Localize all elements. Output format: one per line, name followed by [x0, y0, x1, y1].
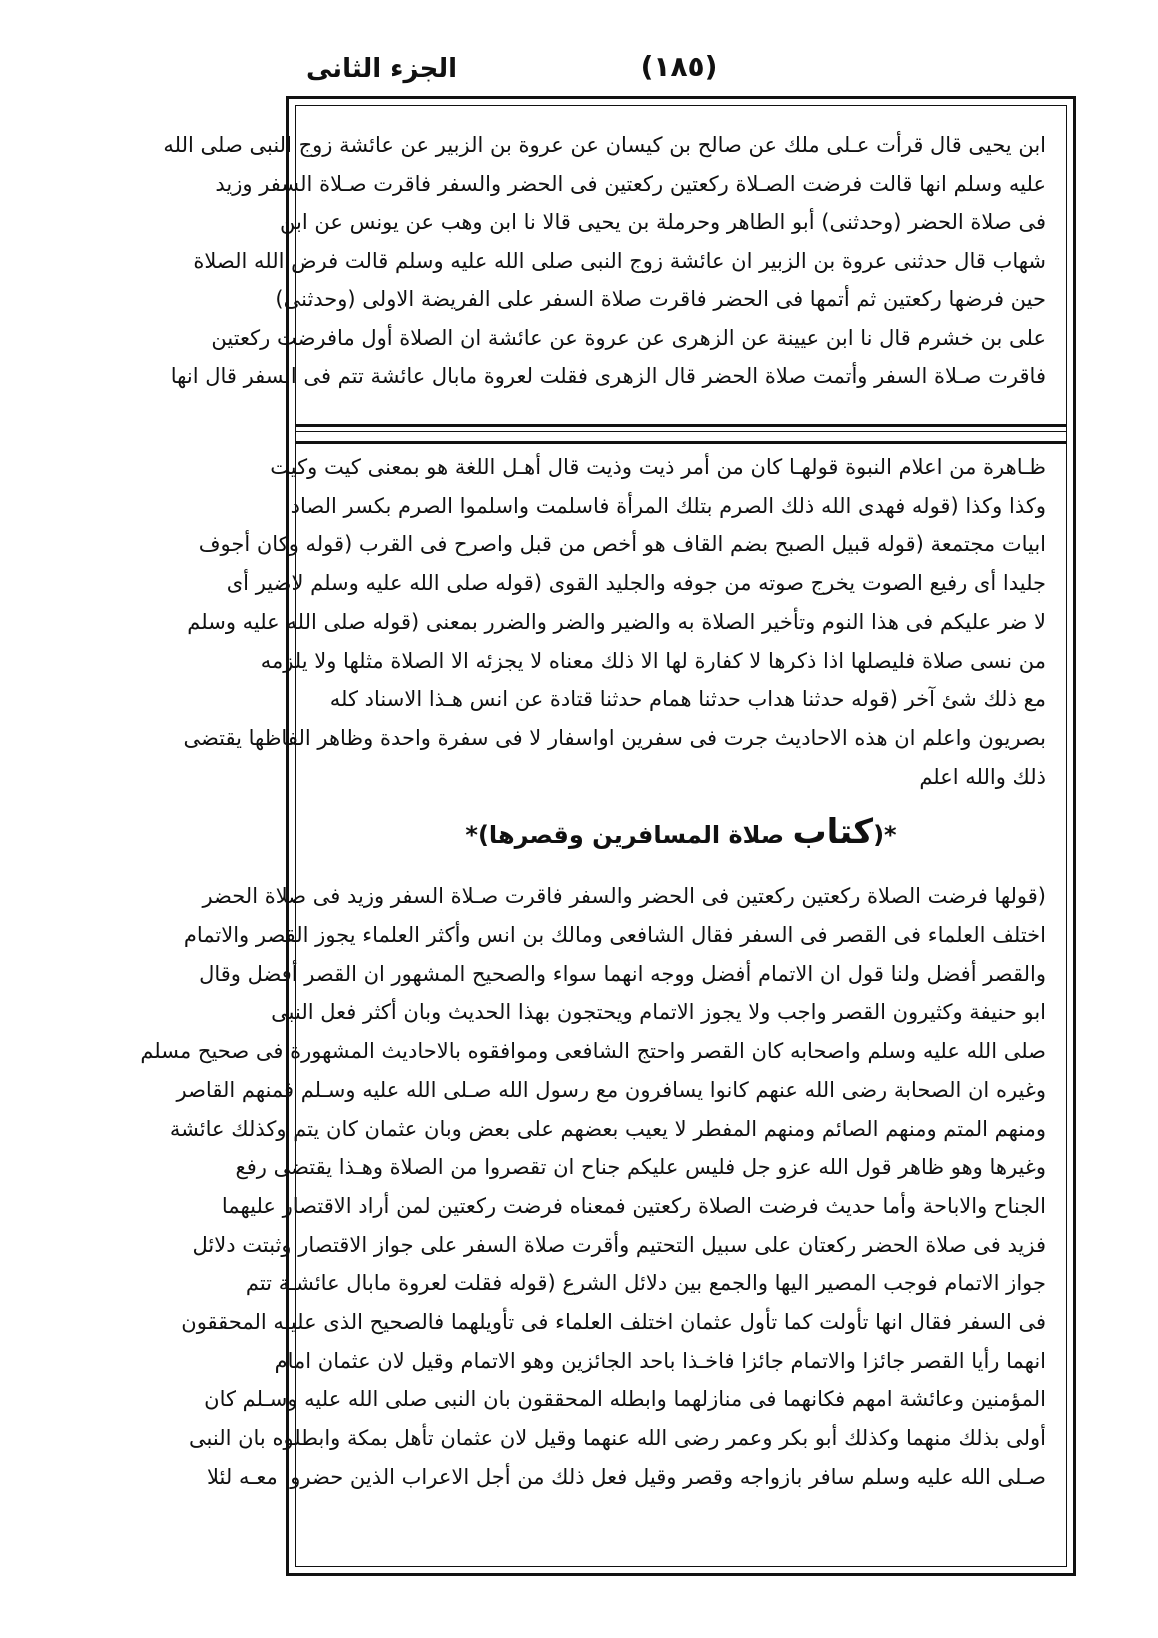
- hadith-line: حين فرضها ركعتين ثم أتمها فى الحضر فاقرت صلاة السفر على الفريضة الاولى (وحدثنى): [275, 287, 1046, 311]
- hadith-line: على بن خشرم قال نا ابن عيينة عن الزهرى عن عروة عن عائشة ان الصلاة أول مافرضت ركعتين: [211, 325, 1046, 350]
- commentary-block: [140, 448, 1046, 1497]
- commentary-line: الجناح والاباحة وأما حديث فرضت الصلاة ركعتين فمعناه فرضت ركعتين لمن أراد الاقتصار عليهما: [221, 1193, 1046, 1218]
- commentary-line: (قولها فرضت الصلاة ركعتين ركعتين فى الحضر والسفر فاقرت صـلاة السفر وزيد فى صلاة الحضر: [202, 884, 1046, 909]
- hadith-line: فى صلاة الحضر (وحدثنى) أبو الطاهر وحرملة بن يحيى قالا نا ابن وهب عن يونس عن ابن: [280, 210, 1046, 234]
- commentary-line: انهما رأيا القصر جائزا والاتمام جائزا فاخـذا باحد الجائزين وهو الاتمام وقيل لان عثمان امام: [274, 1348, 1046, 1373]
- commentary-line: جليدا أى رفيع الصوت يخرج صوته من جوفه والجليد القوى (قوله صلى الله عليه وسلم لاضير أى: [226, 571, 1046, 596]
- hadith-line: شهاب قال حدثنى عروة بن الزبير ان عائشة زوج النبى صلى الله عليه وسلم قالت فرض الله الصلاة: [193, 248, 1046, 273]
- frame-inner-border: [140, 105, 1067, 1567]
- commentary-line: أولى بذلك منهما وكذلك أبو بكر وعمر رضى الله عنهما وقيل لان عثمان تأهل بمكة وابطلوه بان النبى: [189, 1426, 1046, 1451]
- hadith-text-block: [163, 126, 1046, 416]
- hadith-line: ابن يحيى قال قرأت عـلى ملك عن صالح بن كيسان عن عروة بن الزبير عن عائشة زوج النبى صلى الله: [163, 133, 1046, 157]
- commentary-line: والقصر أفضل ولنا قول ان الاتمام أفضل ووجه انهما سواء والصحيح المشهور ان القصر أفضل وقال: [199, 961, 1046, 986]
- commentary-line: ابو حنيفة وكثيرون القصر واجب ولا يجوز الاتمام ويحتجون بهذا الحديث وبان أكثر فعل النبى: [271, 1000, 1046, 1025]
- commentary-line: صـلى الله عليه وسلم سافر بازواجه وقصر وقيل فعل ذلك من أجل الاعراب الذين حضروا معـه لئلا: [207, 1464, 1046, 1489]
- chapter-heading-rest: صلاة المسافرين وقصرها)*: [465, 821, 785, 850]
- hadith-line: عليه وسلم انها قالت فرضت الصـلاة ركعتين ركعتين فى الحضر والسفر فاقرت صـلاة السفر وزيد: [215, 171, 1046, 196]
- commentary-line: بصريون واعلم ان هذه الاحاديث جرت فى سفرين اواسفار لا فى سفرة واحدة وظاهر الفاظها يقتضى: [183, 725, 1046, 750]
- commentary-line: وكذا وكذا (قوله فهدى الله ذلك الصرم بتلك المرأة فاسلمت واسلموا الصرم بكسر الصاد: [290, 493, 1046, 518]
- commentary-line: لا ضر عليكم فى هذا النوم وتأخير الصلاة به والضير والضر والضرر بمعنى (قوله صلى الله عليه وسلم: [187, 609, 1046, 634]
- commentary-line: مع ذلك شئ آخر (قوله حدثنا هداب حدثنا همام حدثنا قتادة عن انس هـذا الاسناد كله: [329, 687, 1046, 712]
- commentary-line: فى السفر فقال انها تأولت كما تأول عثمان اختلف العلماء فى تأويلهما فالصحيح الذى عليـه المحققون: [181, 1310, 1046, 1335]
- commentary-line: ومنهم المتم ومنهم الصائم ومنهم المفطر لا يعيب بعضهم على بعض وبان عثمان كان يتم وكذلك عائشة: [169, 1116, 1046, 1141]
- chapter-heading: [316, 810, 1046, 857]
- commentary-line: صلى الله عليه وسلم واصحابه كان القصر واحتج الشافعى وموافقوه بالاحاديث المشهورة فى صحيح مسلم: [140, 1039, 1046, 1064]
- commentary-line: اختلف العلماء فى القصر فى السفر فقال الشافعى ومالك بن انس وأكثر العلماء يجوز القصر والاتمام: [183, 923, 1046, 948]
- commentary-line: من نسى صلاة فليصلها اذا ذكرها لا كفارة لها الا ذلك معناه لا يجزئه الا الصلاة مثلها ولا يلزمه: [260, 648, 1046, 673]
- chapter-heading-prefix: *(: [873, 821, 897, 850]
- volume-title: الجزء الثانى: [306, 54, 458, 84]
- commentary-line: جواز الاتمام فوجب المصير اليها والجمع بين دلائل الشرع (قوله فقلت لعروة مابال عائشـة تتم: [245, 1271, 1046, 1296]
- commentary-line: المؤمنين وعائشة امهم فكانهما فى منازلهما وابطله المحققون بان النبى صلى الله عليه وسـلم كان: [204, 1387, 1046, 1412]
- page-number: (١٨٥): [640, 50, 718, 83]
- commentary-line: ذلك والله اعلم: [919, 764, 1046, 789]
- commentary-line: وغيره ان الصحابة رضى الله عنهم كانوا يسافرون مع رسول الله صـلى الله عليه وسـلم فمنهم القاصر: [176, 1077, 1046, 1102]
- page-frame: [140, 96, 1076, 1576]
- commentary-line: فزيد فى صلاة الحضر ركعتان على سبيل التحتيم وأقرت صلاة السفر على جواز الاقتصار وثبتت دلائل: [192, 1232, 1046, 1257]
- hadith-line: فاقرت صـلاة السفر وأتمت صلاة الحضر قال الزهرى فقلت لعروة مابال عائشة تتم فى السفر قال انها: [170, 364, 1046, 388]
- section-divider: [296, 424, 1066, 444]
- page-header: [286, 48, 1086, 94]
- commentary-line: ظـاهرة من اعلام النبوة قولهـا كان من أمر ذيت وذيت قال أهـل اللغة هو بمعنى كيت وكيت: [270, 455, 1046, 479]
- commentary-line: وغيرها وهو ظاهر قول الله عزو جل فليس عليكم جناح ان تقصروا من الصلاة وهـذا يقتضى رفع: [235, 1155, 1046, 1180]
- chapter-heading-word: كتاب: [792, 812, 874, 853]
- commentary-line: ابيات مجتمعة (قوله قبيل الصبح بضم القاف هو أخص من قبل واصرح فى القرب (قوله وكان أجوف: [198, 532, 1046, 557]
